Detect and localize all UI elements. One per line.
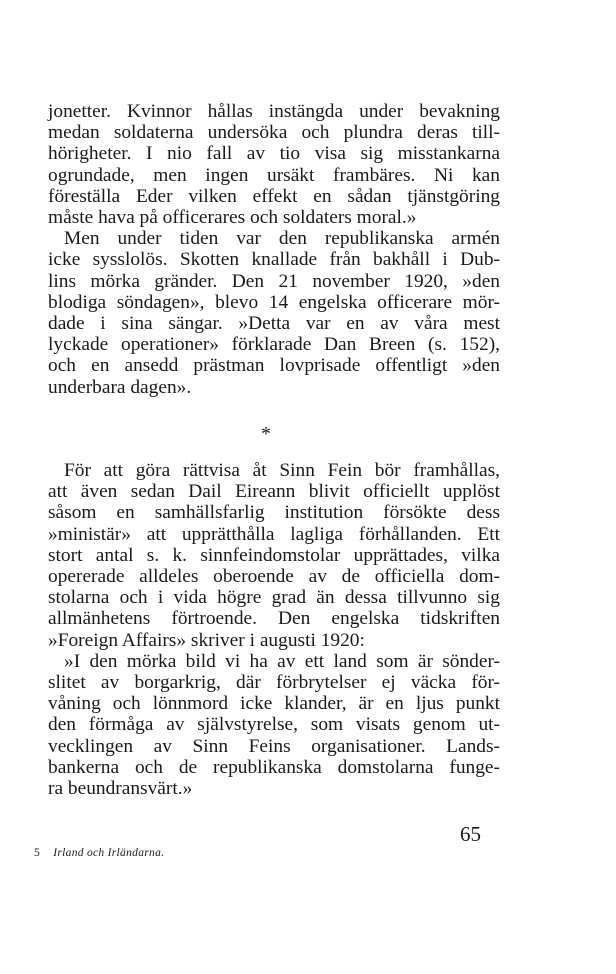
text-line: den förmåga av självstyrelse, som visats genom ut-: [48, 714, 500, 736]
section-separator-asterisk: *: [261, 423, 271, 445]
text-line: lins mörka gränder. Den 21 november 1920, »den: [48, 270, 500, 292]
text-line: stort antal s. k. sinnfeindomstolar upprättades, vilka: [48, 544, 500, 566]
text-line: allmänhetens förtroende. Den engelska tidskriften: [48, 608, 500, 630]
text-line: »I den mörka bild vi ha av ett land som är sönder-: [64, 650, 500, 672]
paragraph-4-quote: [48, 651, 500, 799]
text-line: medan soldaterna undersöka och plundra deras till-: [48, 122, 500, 144]
text-line: stolarna och i vida högre grad än dessa tillvunno sig: [48, 587, 500, 609]
text-line: Men under tiden var den republikanska armén: [64, 228, 500, 250]
upper-text-block: [48, 101, 500, 398]
text-line: »Foreign Affairs» skriver i augusti 1920:: [48, 629, 365, 651]
printer-signature: [34, 846, 164, 860]
text-line: att även sedan Dail Eireann blivit officiellt upplöst: [48, 481, 500, 503]
text-line: opererade alldeles oberoende av de officiella dom-: [48, 566, 500, 588]
text-line: icke sysslolös. Skotten knallade från bakhåll i Dub-: [48, 249, 500, 271]
text-line: ra beundransvärt.»: [48, 778, 193, 800]
text-line: För att göra rättvisa åt Sinn Fein bör framhållas,: [64, 460, 500, 481]
lower-text-block: [48, 460, 500, 799]
signature-title: Irland och Irländarna.: [53, 847, 165, 859]
text-line: jonetter. Kvinnor hållas instängda under bevakning: [48, 101, 500, 122]
text-line: måste hava på officerares och soldaters moral.»: [48, 207, 417, 229]
text-line: föreställa Eder vilken effekt en sådan tjänstgöring: [48, 185, 500, 207]
text-line: slitet av borgarkrig, där förbrytelser ej väcka för-: [48, 672, 500, 694]
text-line: bankerna och de republikanska domstolarna funge-: [48, 756, 500, 778]
signature-number: 5: [34, 847, 41, 859]
paragraph-1: [48, 101, 500, 228]
text-line: blodiga söndagen», blevo 14 engelska officerare mör-: [48, 291, 500, 313]
text-line: »ministär» att upprätthålla lagliga förhållanden. Ett: [48, 523, 500, 545]
paragraph-2: [48, 228, 500, 398]
text-line: ogrundade, men ingen ursäkt frambäres. Ni kan: [48, 164, 500, 186]
page-number: 65: [460, 822, 481, 846]
text-line: underbara dagen».: [48, 376, 192, 398]
paragraph-3: [48, 460, 500, 651]
text-line: och en ansedd prästman lovprisade offentligt »den: [48, 355, 500, 377]
text-line: vecklingen av Sinn Feins organisationer. Lands-: [48, 735, 500, 757]
text-line: våning och lönnmord icke klander, är en ljus punkt: [48, 693, 500, 715]
text-line: hörigheter. I nio fall av tio visa sig misstankarna: [48, 143, 500, 165]
text-line: dade i sina sängar. »Detta var en av våra mest: [48, 313, 500, 335]
text-line: lyckade operationer» förklarade Dan Breen (s. 152),: [48, 334, 500, 356]
text-line: såsom en samhällsfarlig institution försökte dess: [48, 502, 500, 524]
